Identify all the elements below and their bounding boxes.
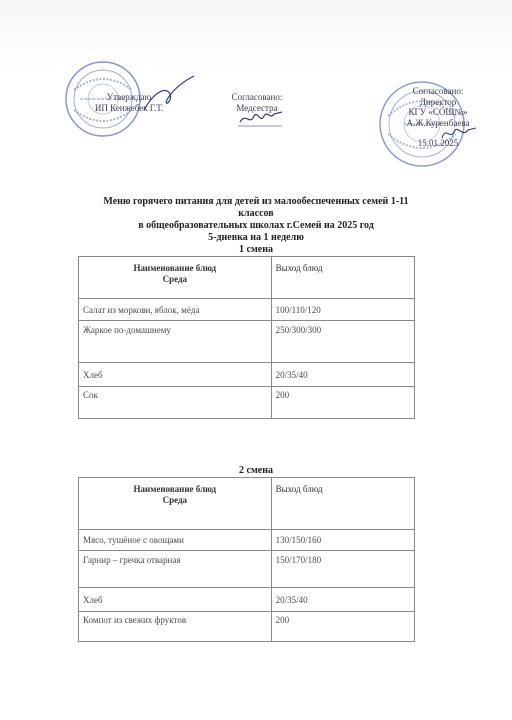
output-cell: 200 <box>271 612 414 642</box>
dish-cell: Сок <box>79 387 272 419</box>
approval-signer: Медсестра <box>236 102 278 113</box>
approval-position: Директор <box>419 96 457 107</box>
shift-1-label: 1 смена <box>239 244 273 255</box>
header-name-label: Наименование блюд <box>133 484 217 494</box>
dish-cell: Хлеб <box>79 363 272 387</box>
header-name-label: Наименование блюд <box>133 263 217 273</box>
table-row <box>79 363 415 387</box>
approval-block-left <box>74 92 184 113</box>
output-cell: 100/110/120 <box>271 299 414 321</box>
table-row <box>79 612 415 642</box>
approval-title: Согласовано: <box>412 86 464 96</box>
output-cell: 250/300/300 <box>271 321 414 363</box>
dish-cell: Мясо, тушёное с овощами <box>79 530 272 551</box>
header-day-label: Среда <box>162 274 188 284</box>
table-row <box>79 321 415 363</box>
approval-signer: ИП Кенжебек Г.Т. <box>94 102 164 113</box>
table-header-row <box>79 478 415 530</box>
header-dish-name <box>79 478 272 530</box>
dish-cell: Компот из свежих фруктов <box>79 612 272 642</box>
table-row <box>79 551 415 588</box>
approval-organization: КГУ «СОШ№» <box>408 107 468 117</box>
title-line-3: в общеобразовательных школах г.Семей на 2025 год <box>138 220 374 231</box>
title-line-1: Меню горячего питания для детей из малообеспеченных семей 1-11 <box>103 196 409 207</box>
dish-cell: Жаркое по-домашнему <box>79 321 272 363</box>
approval-title: Согласовано: <box>231 92 283 102</box>
output-cell: 20/35/40 <box>271 363 414 387</box>
output-cell: 150/170/180 <box>271 551 414 588</box>
dish-cell: Салат из моркови, яблок, мёда <box>79 299 272 321</box>
table-header-row <box>79 257 415 299</box>
table-row <box>79 299 415 321</box>
approval-date: 15.01.2025 <box>417 138 459 148</box>
title-line-2: классов <box>238 208 274 219</box>
header-dish-name <box>79 257 272 299</box>
header-day-label: Среда <box>162 495 188 505</box>
table-row <box>79 387 415 419</box>
title-line-4: 5-дневка на 1 неделю <box>208 232 304 243</box>
dish-cell: Гарнир – гречка отварная <box>79 551 272 588</box>
menu-table-shift-2 <box>78 477 415 642</box>
document-title <box>70 196 442 244</box>
table-row <box>79 530 415 551</box>
menu-table-shift-1 <box>78 256 415 419</box>
approval-block-right <box>392 86 484 149</box>
output-cell: 130/150/160 <box>271 530 414 551</box>
shift-2-label: 2 смена <box>239 465 273 476</box>
header-output: Выход блюд <box>271 478 414 530</box>
dish-cell: Хлеб <box>79 588 272 612</box>
approval-signer: А.Ж.Куренбаева <box>406 117 470 128</box>
header-output: Выход блюд <box>271 257 414 299</box>
approval-block-middle <box>212 92 302 113</box>
output-cell: 200 <box>271 387 414 419</box>
output-cell: 20/35/40 <box>271 588 414 612</box>
approval-title: Утверждаю <box>106 92 152 102</box>
table-row <box>79 588 415 612</box>
